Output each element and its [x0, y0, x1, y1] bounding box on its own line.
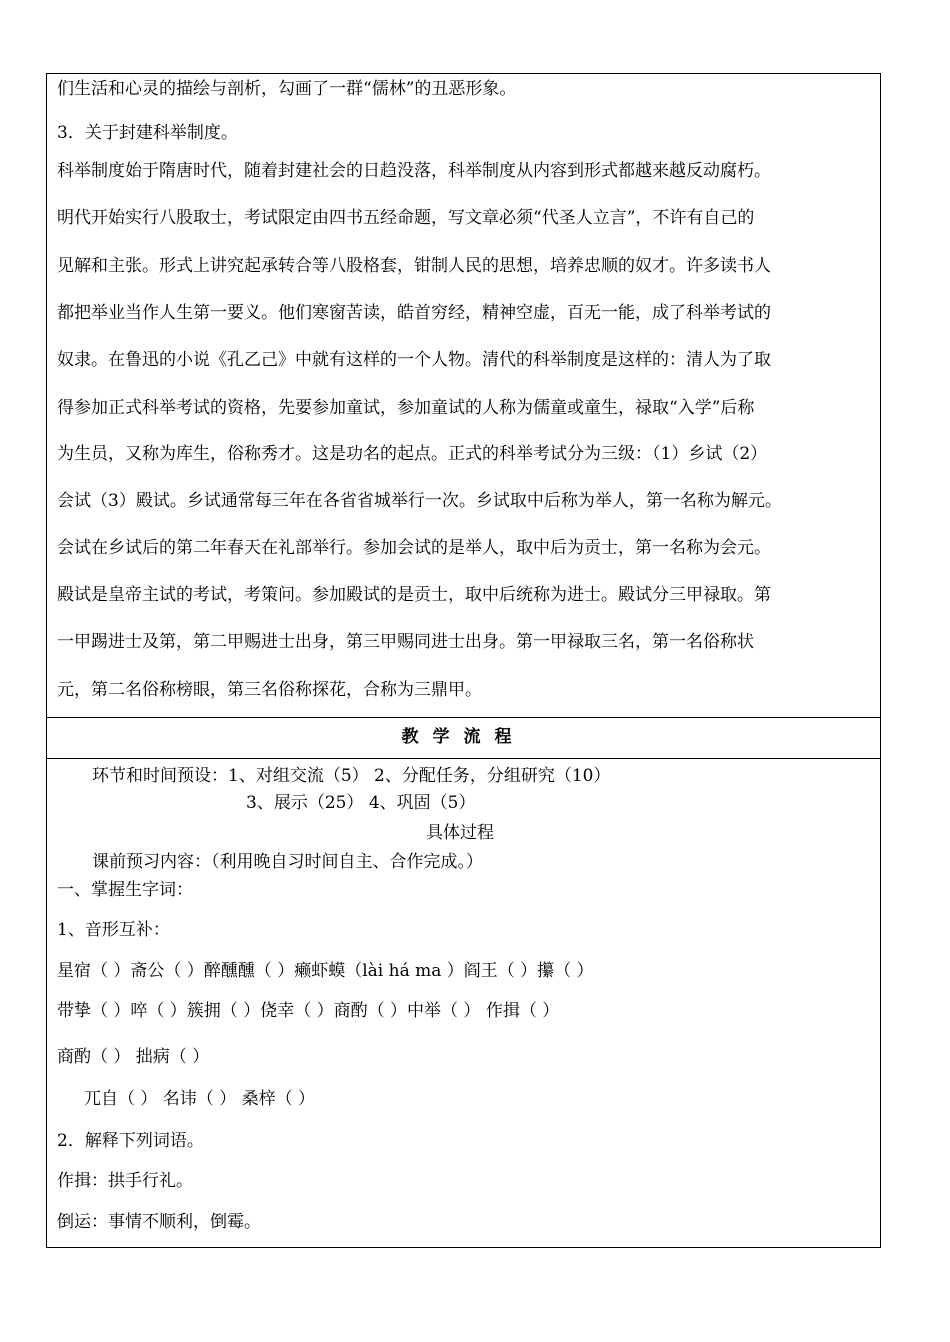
- top-text-line: 们生活和心灵的描绘与剖析，勾画了一群“儒林”的丑恶形象。: [57, 79, 517, 99]
- time-plan-line: 环节和时间预设：1、对组交流（5） 2、分配任务，分组研究（10）: [92, 766, 611, 786]
- top-text-line: 一甲踢进士及第，第二甲赐进士出身，第三甲赐同进士出身。第一甲禄取三名，第一名俗称状: [57, 632, 754, 652]
- vocab-line: 带挚（ ）啐（ ）簇拥（ ）侥幸（ ）商酌（ ）中举（ ） 作揖（ ）: [57, 1001, 560, 1021]
- vocab-line: 星宿（ ）斋公（ ）醉醺醺（ ）癞虾蟆（lài há ma ）阎王（ ）攥（ ）: [57, 961, 594, 981]
- top-text-line: 元，第二名俗称榜眼，第三名俗称探花，合称为三鼎甲。: [57, 680, 482, 700]
- top-text-line: 会试在乡试后的第二年春天在礼部举行。参加会试的是举人，取中后为贡士，第一名称为会元。: [57, 538, 771, 558]
- top-text-line: 会试（3）殿试。乡试通常每三年在各省省城举行一次。乡试取中后称为举人，第一名称为解元。: [57, 491, 782, 511]
- divider-below-heading: [46, 758, 881, 759]
- document-table-frame: [46, 73, 881, 1248]
- top-text-line: 为生员，又称为库生，俗称秀才。这是功名的起点。正式的科举考试分为三级：（1）乡试（2）: [57, 444, 768, 464]
- top-text-line: 都把举业当作人生第一要义。他们寒窗苦读，皓首穷经，精神空虚，百无一能，成了科举考试的: [57, 303, 771, 323]
- preview-content-line: 课前预习内容：（利用晚自习时间自主、合作完成。）: [92, 852, 483, 872]
- top-text-line: 奴隶。在鲁迅的小说《孔乙己》中就有这样的一个人物。清代的科举制度是这样的：清人为了取: [57, 350, 771, 370]
- top-text-line: 殿试是皇帝主试的考试，考策问。参加殿试的是贡士，取中后统称为进士。殿试分三甲禄取。第: [57, 585, 771, 605]
- item-two-title: 2．解释下列词语。: [57, 1131, 204, 1151]
- time-plan-line: 3、展示（25） 4、巩固（5）: [246, 793, 476, 813]
- top-text-line: 得参加正式科举考试的资格，先要参加童试，参加童试的人称为儒童或童生，禄取“入学”后称: [57, 398, 755, 418]
- process-subtitle: 具体过程: [426, 823, 494, 843]
- definition-line: 倒运：事情不顺利，倒霉。: [57, 1212, 261, 1232]
- top-text-line: 明代开始实行八股取士，考试限定由四书五经命题，写文章必须“代圣人立言”，不许有自己的: [57, 208, 755, 228]
- item-one-title: 1、音形互补：: [57, 920, 170, 940]
- definition-line: 作揖：拱手行礼。: [57, 1171, 193, 1191]
- part-one-title: 一、掌握生字词：: [57, 880, 193, 900]
- section-heading: 教学流程: [401, 727, 526, 747]
- divider-above-heading: [46, 717, 881, 718]
- vocab-line: 商酌（ ） 拙病（ ）: [57, 1047, 210, 1067]
- vocab-line: 兀自（ ） 名讳（ ） 桑梓（ ）: [84, 1089, 316, 1109]
- top-text-line: 科举制度始于隋唐时代，随着封建社会的日趋没落，科举制度从内容到形式都越来越反动腐朽。: [57, 161, 771, 181]
- section-3-title: 3．关于封建科举制度。: [57, 123, 238, 143]
- top-text-line: 见解和主张。形式上讲究起承转合等八股格套，钳制人民的思想，培养忠顺的奴才。许多读书人: [57, 256, 771, 276]
